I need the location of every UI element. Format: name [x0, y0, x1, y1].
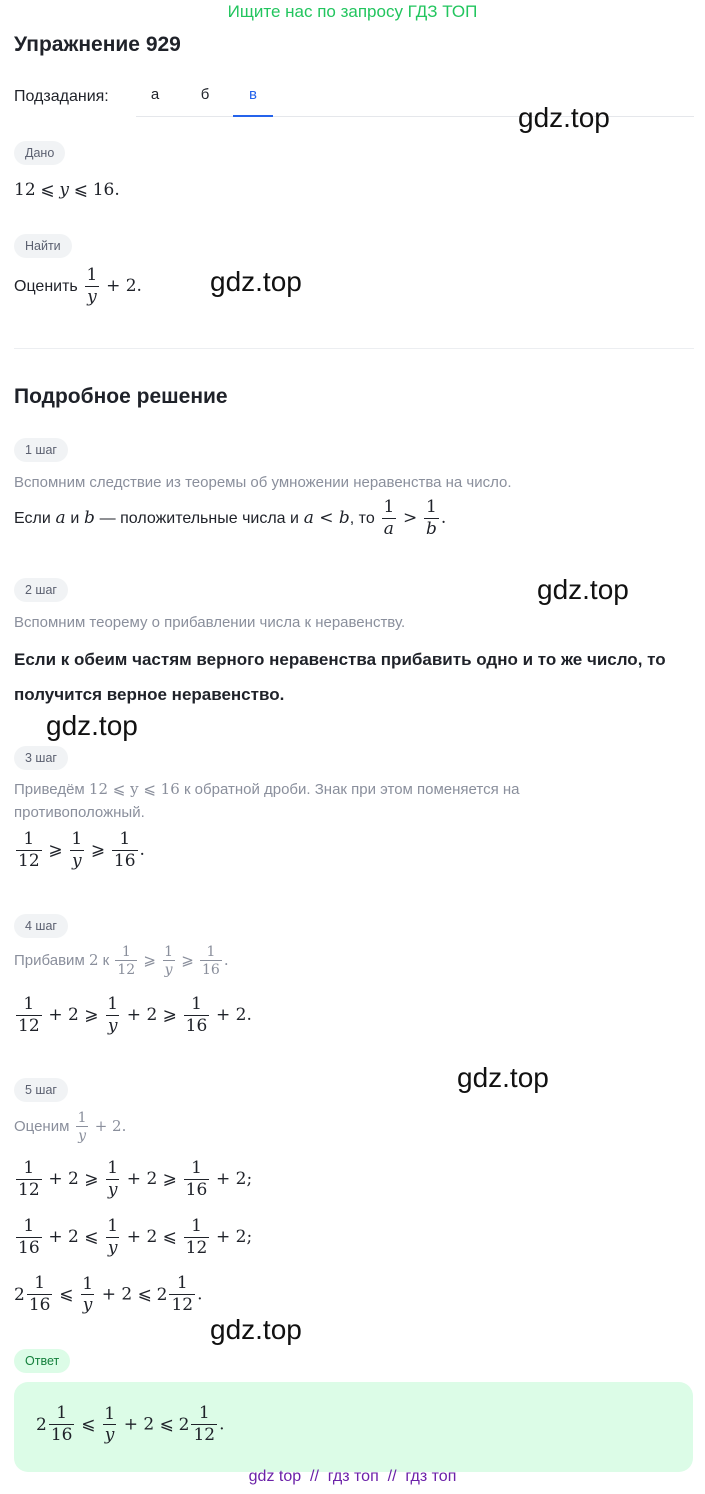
given-expression: 12 ⩽ y ⩽ 16. — [14, 180, 120, 200]
footer: gdz top // гдз топ // гдз топ — [248, 1468, 457, 1485]
step-4-result: $\frac{1}{12}$ + 2 ⩾ $\frac{1}{y}$ + 2 ⩾ $\frac{1}{16}$ + 2. — [18, 994, 252, 1036]
watermark: gdz.top — [537, 574, 629, 605]
tab-b[interactable]: б — [200, 86, 210, 103]
step-1-note: Вспомним следствие из теоремы об умножении неравенства на число. — [14, 474, 512, 491]
subtasks-label: Подзадания: — [14, 88, 109, 105]
step-3-note-cont: противоположный. — [14, 804, 145, 821]
watermark: gdz.top — [46, 710, 138, 741]
step-3-note: Приведём 12 ⩽ y ⩽ 16 к обратной дроби. Знак при этом поменяется на — [14, 780, 520, 798]
section-divider — [14, 348, 694, 349]
watermark: gdz.top — [518, 102, 610, 133]
tab-a[interactable]: а — [150, 86, 160, 103]
solution-title: Подробное решение — [14, 385, 228, 408]
watermark: gdz.top — [457, 1062, 549, 1093]
tab-v[interactable]: в — [233, 86, 273, 117]
watermark: gdz.top — [210, 1314, 302, 1345]
step-2-line-1: Если к обеим частям верного неравенства прибавить одно и то же число, то — [14, 650, 666, 669]
step-2-note: Вспомним теорему о прибавлении числа к неравенству. — [14, 614, 406, 631]
answer-expression: 2 $\frac{1}{16}$ ⩽ $\frac{1}{y}$ + 2 ⩽ 2 $\frac{1}{12}$ . — [36, 1403, 225, 1446]
page-title: Упражнение 929 — [14, 33, 181, 56]
watermark: gdz.top — [210, 266, 302, 297]
step-4-note: Прибавим 2 к $\frac{1}{12}$ ⩾ $\frac{1}{y}$ ⩾ $\frac{1}{16}$ . — [14, 944, 229, 979]
step-2-badge: 2 шаг — [14, 578, 68, 602]
find-expression: Оценить $\frac{1}{y}$ + 2. — [14, 265, 142, 307]
step-5-line-3: 2 $\frac{1}{16}$ ⩽ $\frac{1}{y}$ + 2 ⩽ 2 $\frac{1}{12}$ . — [14, 1273, 203, 1316]
step-5-note: Оценим $\frac{1}{y}$ + 2. — [14, 1110, 127, 1145]
answer-badge: Ответ — [14, 1349, 70, 1373]
step-1-text: Если a и b — положительные числа и a < b, то $\frac{1}{a}$ > $\frac{1}{b}$ . — [14, 497, 447, 539]
step-5-line-1: $\frac{1}{12}$ + 2 ⩾ $\frac{1}{y}$ + 2 ⩾ $\frac{1}{16}$ + 2; — [18, 1158, 253, 1200]
step-2-line-2: получится верное неравенство. — [14, 685, 285, 704]
find-badge: Найти — [14, 234, 72, 258]
step-5-line-2: $\frac{1}{16}$ + 2 ⩽ $\frac{1}{y}$ + 2 ⩽ $\frac{1}{12}$ + 2; — [18, 1216, 253, 1258]
given-badge: Дано — [14, 141, 65, 165]
step-5-badge: 5 шаг — [14, 1078, 68, 1102]
step-4-badge: 4 шаг — [14, 914, 68, 938]
step-1-badge: 1 шаг — [14, 438, 68, 462]
top-banner: Ищите нас по запросу ГДЗ ТОП — [227, 2, 478, 21]
step-3-result: $\frac{1}{12}$ ⩾ $\frac{1}{y}$ ⩾ $\frac{1}{16}$ . — [18, 829, 145, 871]
step-3-badge: 3 шаг — [14, 746, 68, 770]
